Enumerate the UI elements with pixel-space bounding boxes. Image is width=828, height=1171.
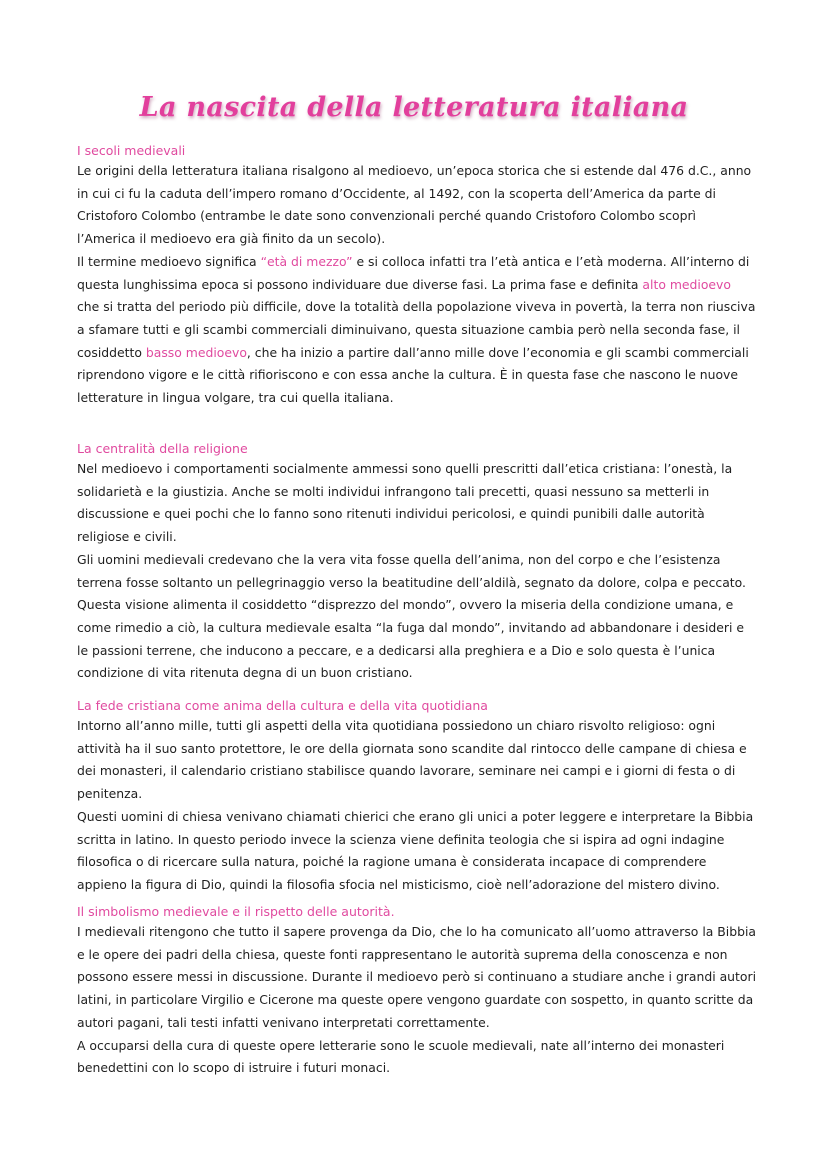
paragraph: Le origini della letteratura italiana risalgono al medioevo, un’epoca storica che si estende dal 476 d.C., anno in cui ci fu la caduta dell’impero romano d’Occidente, al 1492, con la scoperta dell’America da parte di Cristoforo Colombo (entrambe le date sono convenzionali perché quando Cristoforo Colombo scoprì l’America il medioevo era già finito da un secolo). [77,163,752,247]
paragraph: A occuparsi della cura di queste opere letterarie sono le scuole medievali, nate all’interno dei monasteri benedettini con lo scopo di istruire i futuri monaci. [77,1037,725,1076]
paragraph: Gli uomini medievali credevano che la vera vita fosse quella dell’anima, non del corpo e che l’esistenza terrena fosse soltanto un pellegrinaggio verso la beatitudine dell’aldilà, segnato da dolore, colpa e peccato. Questa visione alimenta il cosiddetto “disprezzo del mondo”, ovvero la miseria della condizione umana, e come rimedio a ciò, la cultura medievale esalta “la fuga dal mondo”, invitando ad abbandonare i desideri e le passioni terrene, che inducono a peccare, e a dedicarsi alla preghiera e a Dio e solo questa è l’unica condizione di vita ritenuta degna di un buon cristiano. [77,551,746,681]
highlight-term: alto medioevo [642,276,731,292]
section-heading: La centralità della religione [77,441,248,456]
section-heading: I secoli medievali [77,143,186,158]
paragraph: I medievali ritengono che tutto il sapere provenga da Dio, che lo ha comunicato all’uomo attraverso la Bibbia e le opere dei padri della chiesa, queste fonti rappresentano le autorità suprema della conoscenza e non possono essere messi in discussione. Durante il medioevo però si continuano a studiare anche i grandi autori latini, in particolare Virgilio e Cicerone ma queste opere vengono guardate con sospetto, in quanto scritte da autori pagani, tali testi infatti venivano interpretati correttamente. [77,924,757,1030]
page-title: La nascita della letteratura italiana [139,92,689,123]
section-centralita-religione [77,440,757,685]
section-heading: La fede cristiana come anima della cultura e della vita quotidiana [77,698,488,713]
highlight-term: “età di mezzo” [260,253,353,269]
paragraph: Intorno all’anno mille, tutti gli aspetti della vita quotidiana possiedono un chiaro risvolto religioso: ogni attività ha il suo santo protettore, le ore della giornata sono scandite dal rintocco delle campane di chiesa e dei monasteri, il calendario cristiano stabilisce quando lavorare, seminare nei campi e i giorni di festa o di penitenza. [77,718,747,802]
paragraph: Il termine medioevo significa “età di mezzo” e si colloca infatti tra l’età antica e l’età moderna. All’interno di questa lunghissima epoca si possono individuare due diverse fasi. La prima fase e definita alto medioevo che si tratta del periodo più difficile, dove la totalità della popolazione viveva in povertà, la terra non riusciva a sfamare tutti e gli scambi commerciali diminuivano, questa situazione cambia però nella seconda fase, il cosiddetto basso medioevo, che ha inizio a partire dall’anno mille dove l’economia e gli scambi commerciali riprendono vigore e le città rifioriscono e con essa anche la cultura. È in questa fase che nascono le nuove letterature in lingua volgare, tra cui quella italiana. [77,253,756,406]
highlight-term: basso medioevo [145,344,247,360]
section-simbolismo-medievale [77,903,757,1080]
paragraph: Questi uomini di chiesa venivano chiamati chierici che erano gli unici a poter leggere e interpretare la Bibbia scritta in latino. In questo periodo invece la scienza viene definita teologia che si ispira ad ogni indagine filosofica o di ricercare sulla natura, poiché la ragione umana è considerata incapace di comprendere appieno la figura di Dio, quindi la filosofia sfocia nel misticismo, cioè nell’adorazione del mistero divino. [77,808,754,892]
section-secoli-medievali [77,142,757,410]
paragraph: Nel medioevo i comportamenti socialmente ammessi sono quelli prescritti dall’etica cristiana: l’onestà, la solidarietà e la giustizia. Anche se molti individui infrangono tali precetti, quasi nessuno sa metterli in discussione e quei pochi che lo fanno sono ritenuti individui pericolosi, e quindi punibili dalle autorità religiose e civili. [77,461,733,545]
section-heading: Il simbolismo medievale e il rispetto delle autorità. [77,904,395,919]
section-fede-cristiana [77,697,757,897]
